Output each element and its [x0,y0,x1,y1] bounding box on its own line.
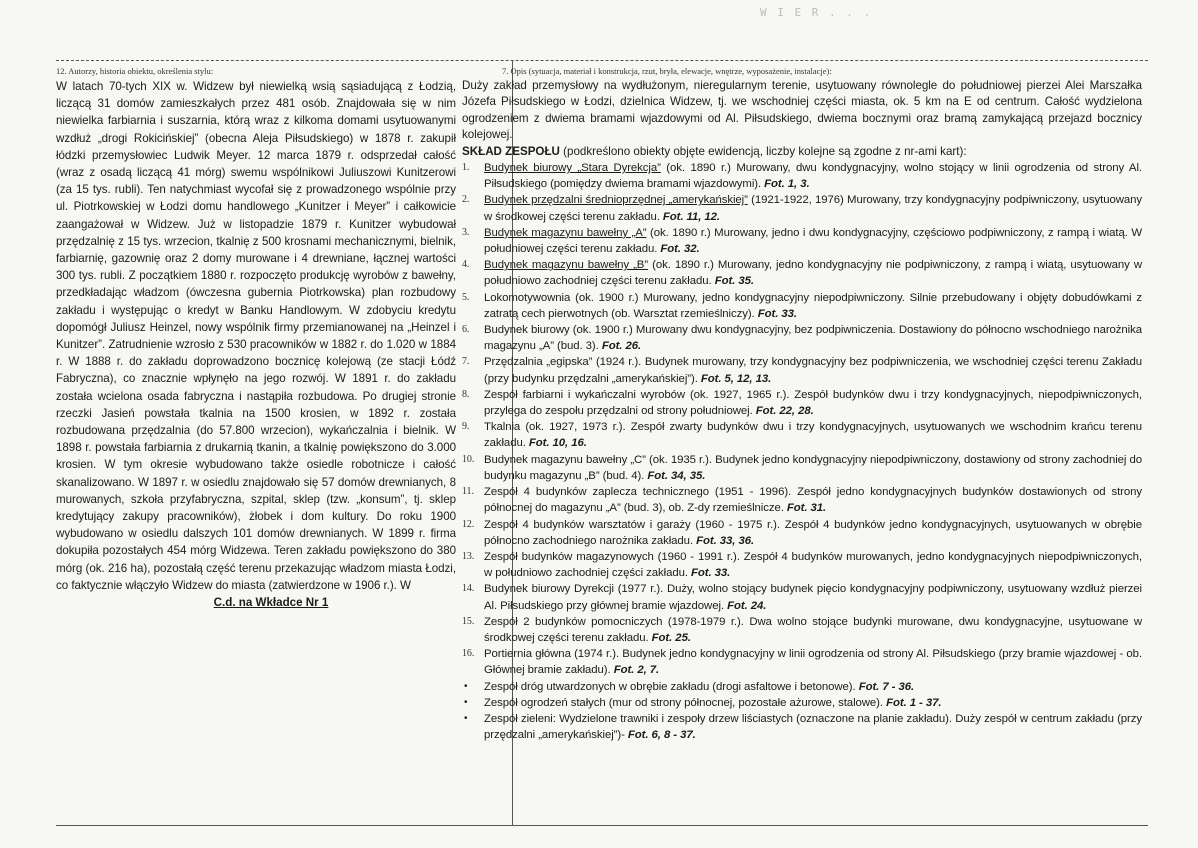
description-heading: 7. Opis (sytuacja, materiał i konstrukcja, rzut, bryła, elewacje, wnętrze, wyposażenie, instalacje): [502,66,832,76]
item-marker: 13. [462,550,475,562]
sklad-zespolu-line [462,144,1142,160]
complex-item [462,192,1142,224]
complex-item [462,549,1142,581]
description-text: Duży zakład przemysłowy na wydłużonym, nieregularnym terenie, usytuowany równolegle do południowej pierzei Alei Marszałka Józefa Piłsudskiego w Łodzi, dzielnica Widzew, tj. we wschodniej części miasta, ok. 5 km na E od centrum. Całość wydzielona ogrodzeniem z dwiema bramami wjazdowymi od Al. Piłsudskiego, dwiema bocznymi oraz bramą zamykającą przejazd bocznicy kolejowej. [462,79,1142,142]
complex-items-list [462,160,1142,743]
complex-item [462,484,1142,516]
item-marker: 9. [462,421,470,433]
item-marker: 11. [462,486,474,498]
item-text: Zespół zieleni: Wydzielone trawniki i zespoły drzew liściastych (oznaczone na planie zakładu). Duży zespół w centrum zakładu (przy przędzalni „amerykańskiej”)- [484,712,1142,742]
complex-item [462,679,1142,695]
history-text: W latach 70-tych XIX w. Widzew był niewielką wsią sąsiadującą z Łodzią, liczącą 31 domów zamieszkałych przez 481 osób. Znajdowała się w nim niewielka farbiarnia i suszarnia, którą wraz z kilkoma domami usytuowanymi wzdłuż „drogi Rokicińskiej” (obecna Aleja Piłsudskiego) w 1878 r. zakupił łódzki przemysłowiec Ludwik Meyer. 12 marca 1879 r. odsprzedał całość (wraz z osadą liczącą 41 mórg) swemu wspólnikowi Juliuszowi Kunitzerowi (za 15 tys. rubli). Ten natychmiast wycofał się z prowadzonego wspólnie przy ul. Piotrkowskiej w Łodzi domu handlowego „Kunitzer i Meyer” i całkowicie zaangażował w Widzew. Już w listopadzie 1879 r. Kunitzer wybudował przędzalnię z 15 tys. wrzecion, tkalnię z 500 krosnami mechanicznymi, bielnik, farbiarnię, gazownię oraz 2 domy murowane i 4 drewniane, łącznej wartości 300 tys. rubli. Z początkiem 1880 r. rozpoczęto produkcję wyrobów z bawełny, przedkładając władzom (ówczesna gubernia Piotrkowska) plan rozbudowy zakładu i występując o kredyt w Banku Handlowym. W zdobyciu kredytu dopomógł Juliusz Heinzel, nowy wspólnik firmy przemianowanej na „Heinzel i Kunitzer”. Zatrudnienie wzrosło z 530 pracowników w 1882 r. do 1.020 w 1884 r. W 1888 r. do zakładu doprowadzono bocznicę kolejową (ze stacji Łódź Fabryczna), co znacznie wpłynęło na jego rozwój. W 1891 r. do zakładu została wcielona osada fabryczna i nastąpiła rozbudowa. Po drugiej stronie rzeczki Jasień powstała tkalnia na 1500 krosien, w 1892 r. została rozbudowana przędzalnia (do 57.800 wrzecion), wykańczalnia i bielnik. W 1898 r. powstała farbiarnia z drukarnią tkanin, a tkalnię powiększono do 3.000 krosien. W tym okresie wybudowano także osiedle robotnicze i całość skanalizowano. W 1897 r. w osiedlu znajdowało się 57 domów drewnianych, 8 murowanych, szkoła przyfabryczna, szpital, sklep (tzw. „konsum”, tj. sklep kredytujący zakupy pracowników), żłobek i dom kultury. Do roku 1900 wybudowano w osiedlu dalszych 101 domów drewnianych. W 1899 r. firma dokupiła pozostałych 454 mórg Widzewa. Teren zakładu powiększono do 380 mórg (ok. 216 ha), pozostałą część terenu przekazując władzom miasta Łodzi, co faktycznie włączyło Widzew do miasta (zatwierdzone w 1906 r.). W [56,80,456,592]
item-photo-ref: Fot. 35. [714,275,754,288]
item-marker: 12. [462,518,475,530]
history-heading: 12. Autorzy, historia obiektu, określenia stylu: [56,66,214,76]
item-photo-ref: Fot. 33. [691,567,731,580]
complex-item [462,711,1142,743]
complex-item [462,646,1142,678]
complex-item [462,387,1142,419]
complex-item [462,257,1142,289]
item-photo-ref: Fot. 7 - 36. [858,680,915,693]
item-text: Zespół ogrodzeń stałych (mur od strony północnej, pozostałe ażurowe, stalowe). [484,696,887,709]
item-name-underlined: Budynek przędzalni średnioprzędnej „amerykańskiej” [484,194,748,207]
item-text: Budynek biurowy (ok. 1900 r.) Murowany dwu kondygnacyjny, bez podpiwniczenia. Dostawiony do północno wschodniego narożnika magazynu „A” (bud. 3). [484,324,1142,353]
item-photo-ref: Fot. 6, 8 - 37. [627,729,696,742]
item-marker: 6. [462,324,470,336]
item-photo-ref: Fot. 31. [786,502,827,515]
item-photo-ref: Fot. 1, 3. [764,178,810,191]
complex-item [462,354,1142,386]
complex-item [462,290,1142,322]
item-text: Zespół 4 budynków zaplecza technicznego (1951 - 1996). Zespół jedno kondygnacyjnych budynków dostawionych od strony północnej do magazynu „A” (bud. 3), ob. Z-dy rzemieślnicze. [484,486,1142,515]
item-marker: • [464,712,468,724]
sklad-label: SKŁAD ZESPOŁU [462,144,560,158]
item-text: Zespół dróg utwardzonych w obrębie zakładu (drogi asfaltowe i betonowe). [484,680,859,693]
item-photo-ref: Fot. 25. [651,631,691,644]
item-marker: • [464,680,468,692]
item-marker: • [464,696,468,708]
item-photo-ref: Fot. 33. [757,307,797,320]
item-marker: 5. [462,291,470,303]
item-photo-ref: Fot. 22, 28. [755,405,814,418]
item-marker: 4. [462,259,470,271]
item-text: Budynek magazynu bawełny „C” (ok. 1935 r.). Budynek jedno kondygnacyjny niepodpiwniczony, dostawiony od strony zachodniej do budynku magazynu „B” (bud. 4). [484,453,1142,482]
item-text: Budynek biurowy Dyrekcji (1977 r.). Duży, wolno stojący budynek pięcio kondygnacyjny podpiwniczony, usytuowany wzdłuż pierzei Al. Piłsudskiego przy głównej bramie wjazdowej. [484,583,1142,612]
item-marker: 3. [462,226,470,238]
item-text: Portiernia główna (1974 r.). Budynek jedno kondygnacyjny w linii ogrodzenia od strony Al. Piłsudskiego (przy bramie wjazdowej - ob. Głównej bramie zakładu). [484,648,1142,677]
complex-item [462,160,1142,192]
item-text: Zespół 4 budynków warsztatów i garaży (1960 - 1975 r.). Zespół 4 budynków jedno kondygnacyjnych, usytuowanych w obrębie północno zachodniego narożnika zakładu. [484,518,1142,547]
item-text: (ok. 1890 r.) Murowany, jedno kondygnacyjny nie podpiwniczony, z rampą i wiatą, usytuowany w południowo zachodniej części terenu zakładu. [484,259,1142,288]
complex-item [462,322,1142,354]
description-column [462,65,1142,743]
item-photo-ref: Fot. 10, 16. [528,437,587,450]
item-marker: 15. [462,615,475,627]
item-text: Zespół 2 budynków pomocniczych (1978-1979 r.). Dwa wolno stojące budynki murowane, dwu kondygnacyjne, usytuowane w środkowej części terenu zakładu. [484,615,1142,644]
item-text: Zespół budynków magazynowych (1960 - 1991 r.). Zespół 4 budynków murowanych, jedno kondygnacyjnych niepodpiwniczonych, w południowo zachodniej części zakładu. [484,550,1142,580]
complex-item [462,695,1142,711]
continuation-link[interactable]: C.d. na Wkładce Nr 1 [213,596,329,610]
form-frame [56,60,1148,826]
item-marker: 16. [462,648,475,660]
item-text: Lokomotywownia (ok. 1900 r.) Murowany, jedno kondygnacyjny niepodpiwniczony. Silnie przebudowany i objęty dobudówkami z zatratą cech pierwotnych (ob. Warsztat rzemieślniczy). [484,291,1142,320]
item-marker: 2. [462,194,470,206]
item-name-underlined: Budynek magazynu bawełny „B” [484,259,649,272]
top-stamp-text: W I E R . . . [760,6,873,19]
item-photo-ref: Fot. 11, 12. [662,210,720,223]
item-photo-ref: Fot. 1 - 37. [886,696,942,709]
sklad-note: (podkreślono obiekty objęte ewidencją, liczby kolejne są zgodne z nr-ami kart): [559,144,967,158]
complex-item [462,225,1142,257]
item-photo-ref: Fot. 2, 7. [613,664,660,677]
item-marker: 10. [462,453,475,465]
item-text: Przędzalnia „egipska” (1924 r.). Budynek murowany, trzy kondygnacyjny bez podpiwniczenia, we wschodniej części terenu Zakładu (przy budynku przędzalni „amerykańskiej”). [484,356,1142,385]
item-text: Tkalnia (ok. 1927, 1973 r.). Zespół zwarty budynków dwu i trzy kondygnacyjnych, usytuowanych we wschodnim krańcu terenu zakładu. [484,421,1142,450]
complex-item [462,419,1142,451]
complex-item [462,581,1142,613]
history-column [56,65,456,611]
item-marker: 14. [462,583,475,595]
item-name-underlined: Budynek magazynu bawełny „A” [484,226,647,239]
complex-item [462,614,1142,646]
item-text: (ok. 1890 r.) Murowany, jedno i dwu kondygnacyjny, częściowo podpiwniczony, z rampą i wiatą. W południowej części terenu zakładu. [484,226,1142,256]
item-text: (ok. 1890 r.) Murowany, dwu kondygnacyjny, wolno stojący w linii ogrodzenia od strony Al. Piłsudskiego (pomiędzy dwiema bramami wjazdowymi). [484,162,1142,191]
item-photo-ref: Fot. 34, 35. [647,469,706,482]
item-photo-ref: Fot. 24. [727,599,767,612]
item-photo-ref: Fot. 32. [660,243,700,256]
item-name-underlined: Budynek biurowy „Stara Dyrekcja” [484,162,661,175]
item-marker: 1. [462,162,470,174]
complex-item [462,517,1142,549]
complex-item [462,452,1142,484]
item-text: (1921-1922, 1976) Murowany, trzy kondygnacyjny podpiwniczony, usytuowany w środkowej części terenu zakładu. [484,194,1142,223]
item-photo-ref: Fot. 26. [601,340,642,353]
item-marker: 7. [462,356,470,368]
item-text: Zespół farbiarni i wykańczalni wyrobów (ok. 1927, 1965 r.). Zespół budynków dwu i trzy kondygnacyjnych, niepodpiwniczonych, przylega do zespołu przędzalni od strony południowej. [484,388,1142,418]
item-photo-ref: Fot. 5, 12, 13. [700,372,772,385]
item-marker: 8. [462,388,470,400]
item-photo-ref: Fot. 33, 36. [696,534,755,547]
